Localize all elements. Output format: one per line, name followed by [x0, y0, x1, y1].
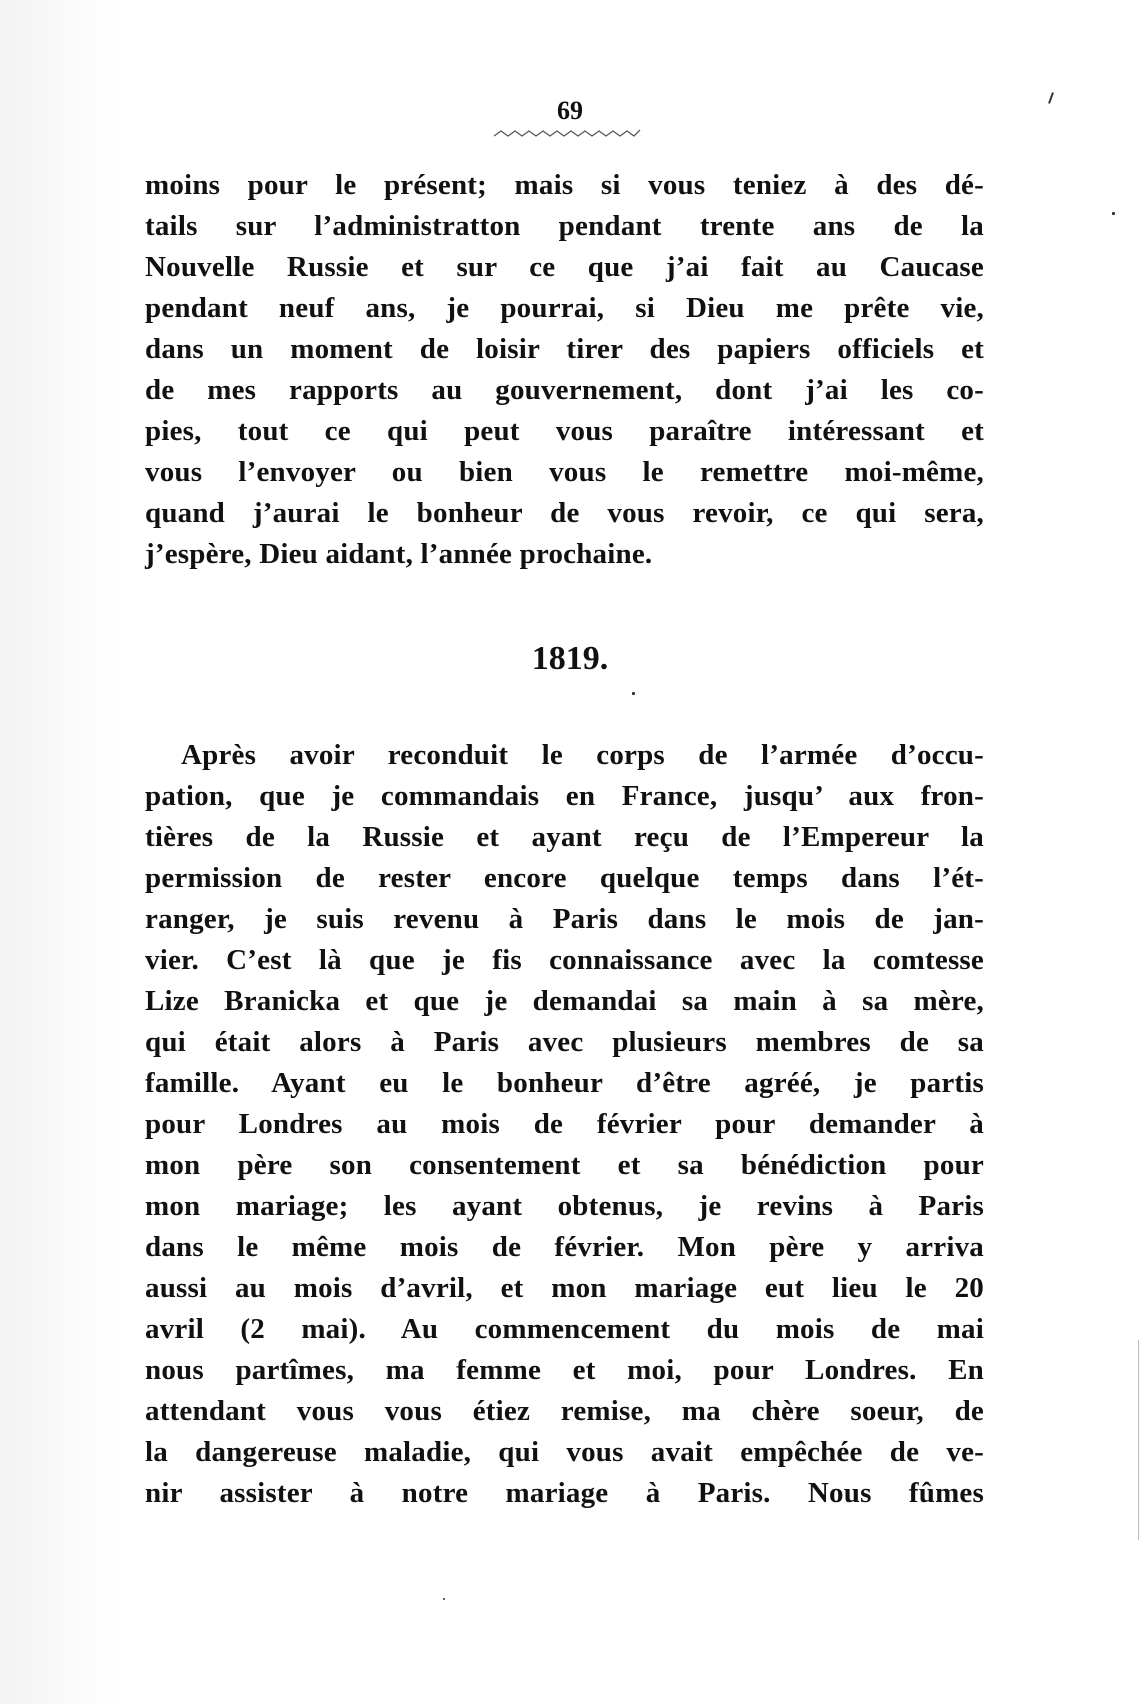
page-number: 69 [557, 96, 583, 125]
text-line: pendant neuf ans, je pourrai, si Dieu me prête vie, [145, 292, 984, 324]
text-line: permission de rester encore quelque temps dans l’ét- [145, 862, 984, 894]
text-line: vous l’envoyer ou bien vous le remettre moi-même, [145, 456, 984, 488]
scan-mark [443, 1598, 445, 1600]
text-line: dans un moment de loisir tirer des papiers officiels et [145, 333, 984, 365]
scan-mark [632, 692, 635, 695]
header-ornament [494, 128, 644, 138]
text-line: Lize Branicka et que je demandai sa main à sa mère, [145, 985, 984, 1017]
text-line: nous partîmes, ma femme et moi, pour Londres. En [145, 1354, 984, 1386]
text-line: moins pour le présent; mais si vous teniez à des dé- [145, 169, 984, 201]
section-heading-year: 1819. [531, 640, 609, 677]
text-line: pation, que je commandais en France, jusqu’ aux fron- [145, 780, 984, 812]
text-line: tières de la Russie et ayant reçu de l’Empereur la [145, 821, 984, 853]
scan-mark [1138, 1340, 1139, 1540]
text-line: Nouvelle Russie et sur ce que j’ai fait au Caucase [145, 251, 984, 283]
text-line: famille. Ayant eu le bonheur d’être agréé, je partis [145, 1067, 984, 1099]
text-line: dans le même mois de février. Mon père y arriva [145, 1231, 984, 1263]
page-edge-shadow [0, 0, 120, 1704]
text-line: tails sur l’administratton pendant trente ans de la [145, 210, 984, 242]
text-line: qui était alors à Paris avec plusieurs membres de sa [145, 1026, 984, 1058]
text-line: pies, tout ce qui peut vous paraître intéressant et [145, 415, 984, 447]
text-line: mon mariage; les ayant obtenus, je revins à Paris [145, 1190, 984, 1222]
paragraph-continuation [145, 165, 984, 575]
text-line: nir assister à notre mariage à Paris. Nous fûmes [145, 1477, 984, 1509]
scan-mark [1112, 212, 1115, 215]
text-line: pour Londres au mois de février pour demander à [145, 1108, 984, 1140]
text-line: ranger, je suis revenu à Paris dans le mois de jan- [145, 903, 984, 935]
text-line: quand j’aurai le bonheur de vous revoir, ce qui sera, [145, 497, 984, 529]
text-line: Après avoir reconduit le corps de l’armée d’occu- [181, 739, 984, 771]
text-line: la dangereuse maladie, qui vous avait empêchée de ve- [145, 1436, 984, 1468]
text-line: vier. C’est là que je fis connaissance avec la comtesse [145, 944, 984, 976]
text-line: attendant vous vous étiez remise, ma chère soeur, de [145, 1395, 984, 1427]
paragraph-1819 [145, 735, 984, 1514]
text-line: avril (2 mai). Au commencement du mois de mai [145, 1313, 984, 1345]
text-line: aussi au mois d’avril, et mon mariage eut lieu le 20 [145, 1272, 984, 1304]
text-line: j’espère, Dieu aidant, l’année prochaine. [145, 538, 653, 570]
text-line: de mes rapports au gouvernement, dont j’ai les co- [145, 374, 984, 406]
text-line: mon père son consentement et sa bénédiction pour [145, 1149, 984, 1181]
